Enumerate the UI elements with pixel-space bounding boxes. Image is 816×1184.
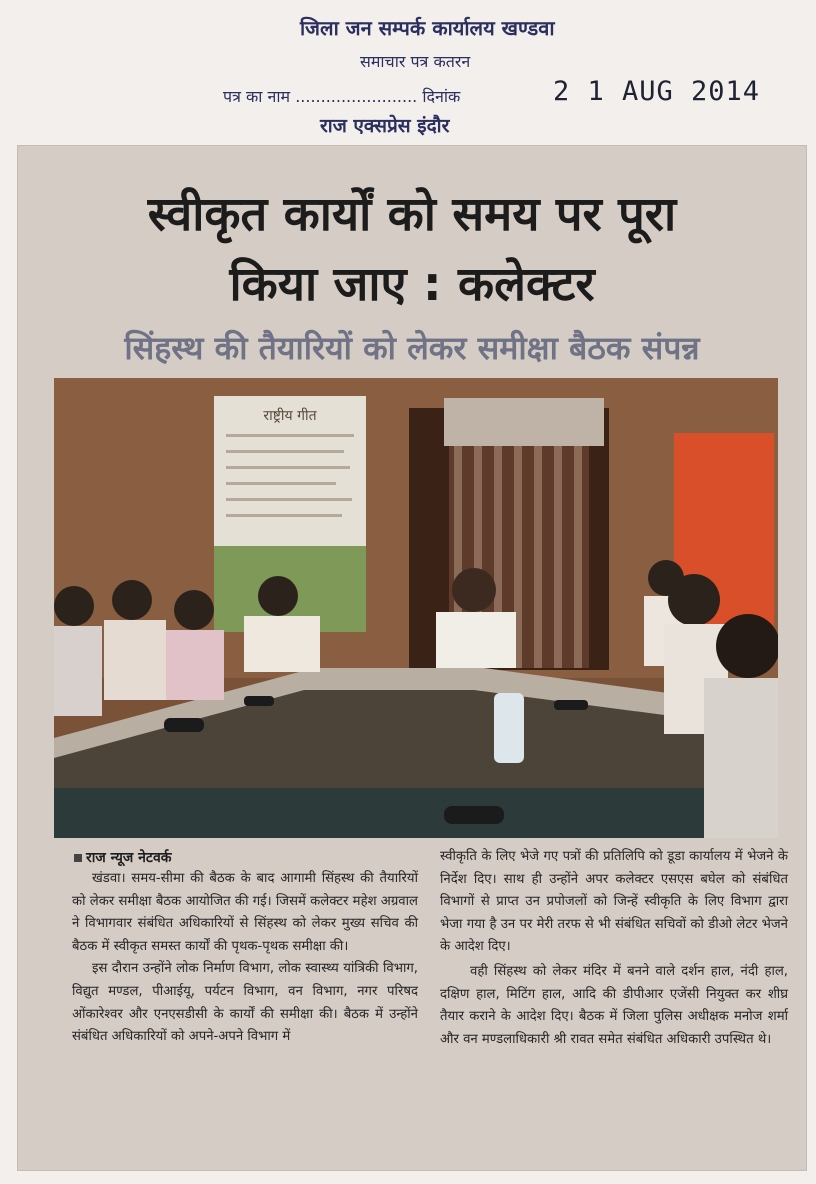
subheadline: सिंहस्थ की तैयारियों को लेकर समीक्षा बैठक संपन्न <box>124 329 700 367</box>
headline-line-1: स्वीकृत कार्यों को समय पर पूरा <box>147 187 677 242</box>
stamp-section: समाचार पत्र कतरन <box>360 52 471 71</box>
byline-text: राज न्यूज नेटवर्क <box>86 850 172 866</box>
newspaper-name: राज एक्सप्रेस इंदौर <box>320 115 450 137</box>
byline <box>74 848 172 867</box>
clipping-date: 2 1 AUG 2014 <box>553 76 761 107</box>
article-column-right <box>440 846 788 1051</box>
article-paragraph: खंडवा। समय-सीमा की बैठक के बाद आगामी सिंहस्थ की तैयारियों को लेकर समीक्षा बैठक आयोजित की गई। जिसमें कलेक्टर महेश अग्रवाल ने विभागवार संबंधित अधिकारियों से सिंहस्थ को लेकर मुख्य सचिव की बैठक में स्वीकृत समस्त कार्यों की पृथक-पृथक समीक्षा की। <box>72 871 418 954</box>
newspaper-clipping <box>18 146 806 1170</box>
meeting-photo-illustration <box>54 378 778 838</box>
article-paragraph: इस दौरान उन्होंने लोक निर्माण विभाग, लोक स्वास्थ्य यांत्रिकी विभाग, विद्युत मण्डल, पीआईयू, पर्यटन विभाग, वन विभाग, नगर परिषद ओंकारेश्वर और एनएसडीसी के कार्यों की समीक्षा की। बैठक में उन्होंने संबंधित अधिकारियों को अपने-अपने विभाग में <box>72 961 418 1045</box>
poster-title: राष्ट्रीय गीत <box>263 408 317 424</box>
article-paragraph: वही सिंहस्थ को लेकर मंदिर में बनने वाले दर्शन हाल, नंदी हाल, दक्षिण हाल, मिटिंग हाल, आदि की डीपीआर एजेंसी नियुक्त कर शीघ्र तैयार कराने के आदेश दिए। बैठक में जिला पुलिस अधीक्षक मनोज शर्मा और वन मण्डलाधिकारी श्री रावत समेत संबंधित अधिकारी उपस्थित थे। <box>440 963 788 1047</box>
headline-line-2: किया जाए : कलेक्टर <box>229 257 595 312</box>
office-name: जिला जन सम्पर्क कार्यालय खण्डवा <box>300 16 555 40</box>
water-bottle <box>494 693 524 763</box>
meeting-photo <box>54 378 778 838</box>
article-column-left <box>72 868 418 1049</box>
byline-marker <box>74 854 82 862</box>
clipping-stamp <box>0 0 816 150</box>
paper-label: पत्र का नाम ........................ दिनांक <box>223 87 461 106</box>
article-paragraph: स्वीकृति के लिए भेजे गए पत्रों की प्रतिलिपि को डूडा कार्यालय में भेजने के निर्देश दिए। साथ ही उन्होंने अपर कलेक्टर एसएस बघेल को संबंधित विभागों से प्राप्त उन प्रपोजलों को जिन्हें स्वीकृति के लिए विभाग द्वारा भेजा गया है उन पर मेरी तरफ से भी संबंधित सचिवों को डीओ लेटर भेजने के आदेश दिए। <box>440 849 788 955</box>
